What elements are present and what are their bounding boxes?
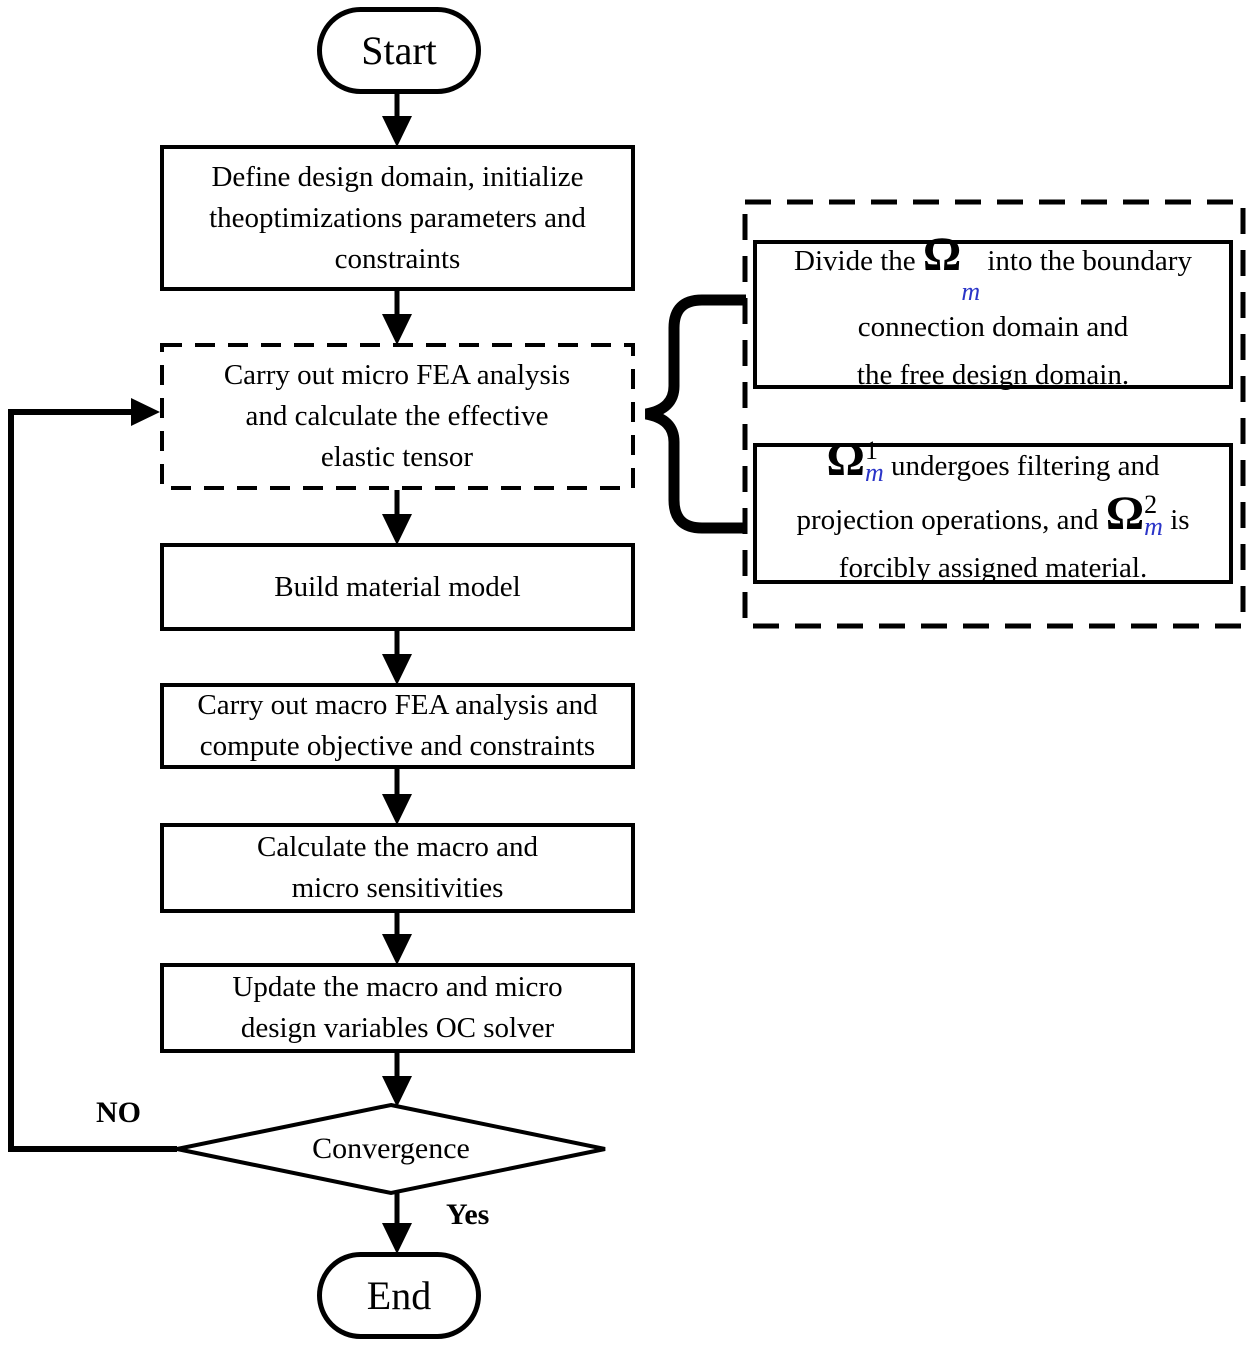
annotation-box-filtering (753, 432, 1233, 584)
omega-m2-symbol (1105, 486, 1163, 544)
arrowhead-sensitivity (382, 794, 412, 825)
omega-m-symbol (922, 227, 981, 306)
filtering-line-3: forcibly assigned material. (838, 551, 1148, 584)
filtering-line2-pre: projection operations, and (796, 503, 1106, 536)
brace (646, 300, 746, 528)
annotation-box-divide (753, 227, 1233, 391)
omega2-glyph: Ω (1105, 486, 1145, 540)
no-loop-arrowhead (131, 398, 160, 426)
divide-line1-pre: Divide the (794, 244, 923, 277)
sensitivity-line-1: Calculate the macro and (256, 831, 538, 863)
build-material-box (160, 543, 635, 631)
divide-line-1 (794, 227, 1192, 306)
define-line-3: constraints (334, 242, 461, 275)
omega2-subscript-m: m (1144, 511, 1163, 541)
micro-line-1: Carry out micro FEA analysis (223, 359, 571, 391)
define-box (160, 145, 635, 291)
omega-glyph: Ω (922, 227, 962, 281)
divide-line-2: connection domain and (857, 310, 1129, 343)
arrowhead-decision (382, 1076, 412, 1107)
filtering-line-2 (796, 486, 1190, 544)
divide-line1-post: into the boundary (980, 244, 1192, 277)
omega-m1-symbol (826, 432, 884, 490)
no-loop-line (11, 412, 177, 1149)
filtering-line2-post: is (1162, 503, 1190, 536)
macro-line-1: Carry out macro FEA analysis and (197, 689, 598, 721)
omega2-superscript: 2 (1144, 489, 1158, 519)
macro-fea-box (160, 683, 635, 769)
define-line-1: Define design domain, initialize (211, 160, 584, 193)
update-box (160, 963, 635, 1053)
define-line-2: theoptimizations parameters and (209, 201, 586, 234)
end-label: End (366, 1273, 432, 1318)
decision-label: Convergence (312, 1132, 470, 1165)
omega-subscript-m: m (961, 276, 981, 306)
arrowhead-micro (382, 314, 412, 345)
omega1-glyph: Ω (826, 432, 865, 486)
arrowhead-macro (382, 654, 412, 685)
arrowhead-define (382, 116, 412, 147)
micro-fea-box (160, 343, 634, 490)
no-branch-label: NO (96, 1096, 141, 1129)
omega1-subscript-m: m (864, 457, 884, 487)
divide-line-3: the free design domain. (856, 358, 1130, 391)
filtering-line1-rest: undergoes filtering and (883, 449, 1160, 482)
start-node (317, 7, 481, 94)
micro-line-2: and calculate the effective (245, 400, 549, 432)
macro-line-2: compute objective and constraints (199, 730, 596, 762)
filtering-line-1 (826, 432, 1160, 490)
build-line-1: Build material model (274, 570, 521, 603)
sensitivity-box (160, 823, 635, 913)
micro-line-3: elastic tensor (320, 441, 474, 473)
arrowhead-end (382, 1223, 412, 1254)
arrowhead-build (382, 514, 412, 545)
sensitivity-line-2: micro sensitivities (291, 872, 504, 904)
update-line-1: Update the macro and micro (232, 971, 563, 1003)
omega1-superscript: 1 (864, 435, 878, 465)
arrowhead-update (382, 934, 412, 965)
end-node (317, 1252, 481, 1339)
yes-branch-label: Yes (446, 1198, 490, 1231)
update-line-2: design variables OC solver (240, 1012, 555, 1044)
start-label: Start (361, 28, 437, 73)
